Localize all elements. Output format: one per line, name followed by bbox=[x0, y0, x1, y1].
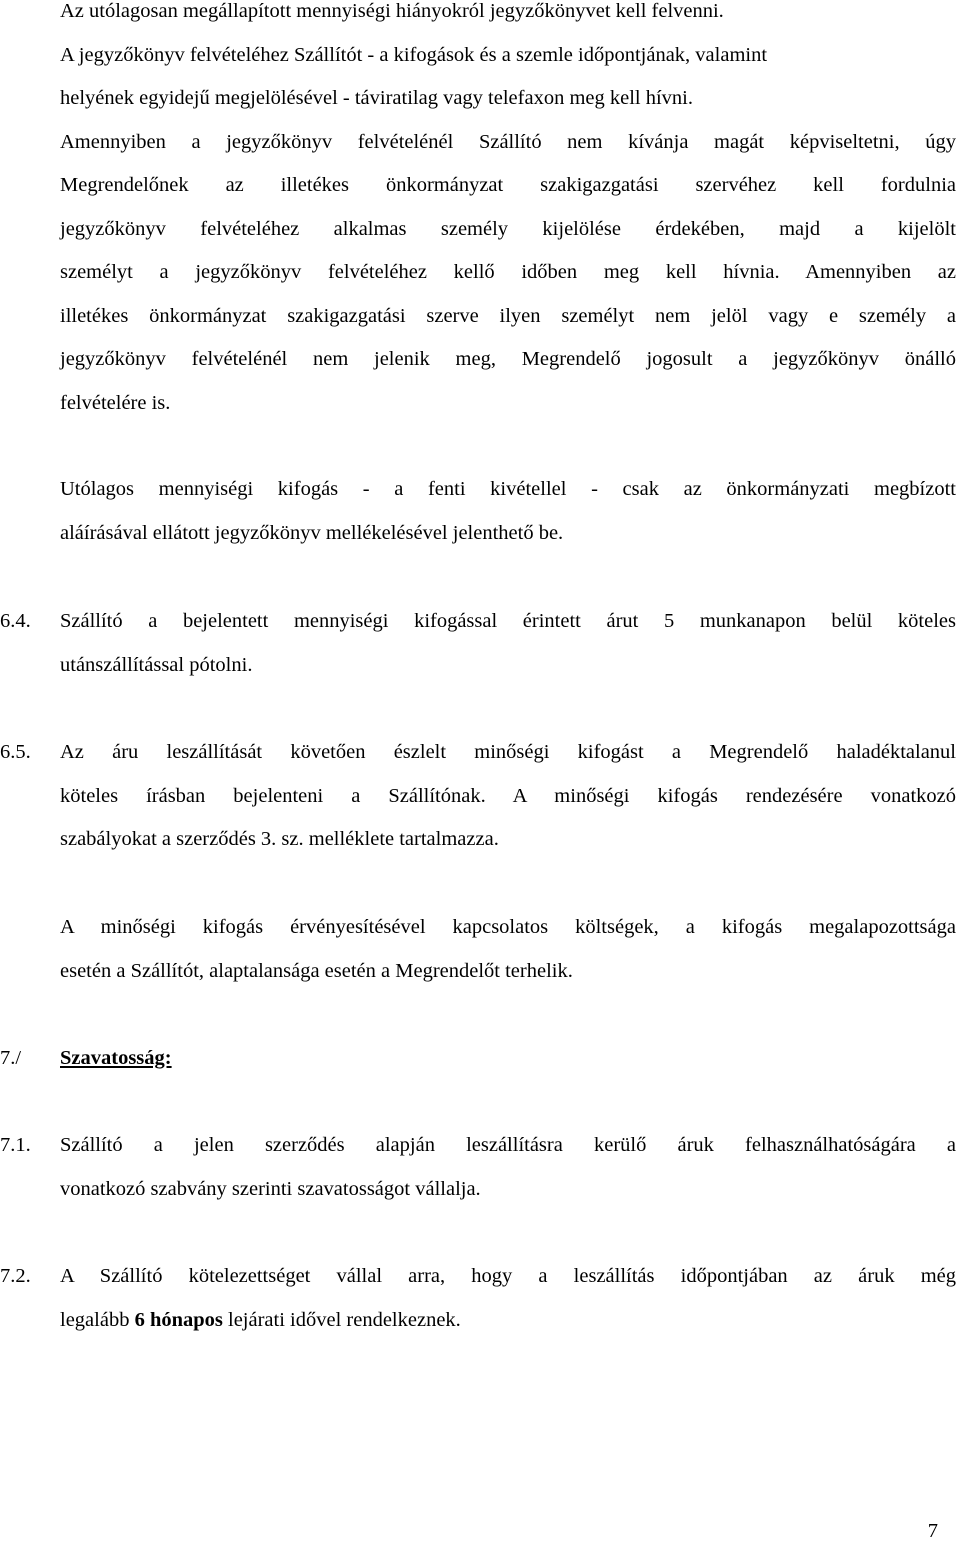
text-line: illetékes önkormányzat szakigazgatási szerve ilyen személyt nem jelöl vagy e személy a bbox=[60, 304, 956, 327]
text-span: lejárati idővel rendelkeznek. bbox=[222, 1308, 461, 1331]
text-line: jegyzőkönyv felvételéhez alkalmas személy kijelölése érdekében, majd a kijelölt bbox=[60, 217, 956, 240]
paragraph-koltsegek bbox=[60, 906, 956, 993]
text-line: utánszállítással pótolni. bbox=[60, 653, 253, 676]
paragraph-utolagos bbox=[60, 468, 956, 555]
section-number: 6.4. bbox=[0, 610, 31, 632]
text-line: Szállító a jelen szerződés alapján leszállításra kerülő áruk felhasználhatóságára a bbox=[60, 1134, 956, 1156]
section-number: 6.5. bbox=[0, 741, 31, 763]
text-line: köteles írásban bejelenteni a Szállítónak. A minőségi kifogás rendezésére vonatkozó bbox=[60, 784, 956, 807]
text-line: Az áru leszállítását követően észlelt minőségi kifogást a Megrendelő haladéktalanul bbox=[60, 741, 956, 763]
text-line: aláírásával ellátott jegyzőkönyv mellékelésével jelenthető be. bbox=[60, 521, 564, 544]
paragraph-jegyzokonyv bbox=[60, 0, 956, 425]
text-line: jegyzőkönyv felvételénél nem jelenik meg, Megrendelő jogosult a jegyzőkönyv önálló bbox=[60, 348, 956, 370]
text-line: Amennyiben a jegyzőkönyv felvételénél Szállító nem kívánja magát képviseltetni, úgy bbox=[60, 130, 956, 153]
text-line: vonatkozó szabvány szerinti szavatosságot vállalja. bbox=[60, 1177, 481, 1200]
text-line: esetén a Szállítót, alaptalansága esetén a Megrendelőt terhelik. bbox=[60, 959, 573, 982]
text-line: szabályokat a szerződés 3. sz. melléklete tartalmazza. bbox=[60, 828, 499, 850]
text-span: legalább bbox=[60, 1308, 135, 1331]
section-title: Szavatosság: bbox=[60, 1047, 172, 1069]
section-number: 7./ bbox=[0, 1047, 22, 1069]
text-line: A Szállító kötelezettséget vállal arra, hogy a leszállítás időpontjában az áruk még bbox=[60, 1265, 956, 1287]
section-7-heading bbox=[0, 1037, 956, 1081]
section-6-4 bbox=[0, 600, 956, 687]
text-line: helyének egyidejű megjelölésével - táviratilag vagy telefaxon meg kell hívni. bbox=[60, 87, 693, 109]
text-line: felvételére is. bbox=[60, 391, 171, 414]
text-line: Az utólagosan megállapított mennyiségi hiányokról jegyzőkönyvet kell felvenni. bbox=[60, 0, 724, 22]
text-line bbox=[60, 1299, 956, 1343]
page-number: 7 bbox=[927, 1520, 938, 1542]
text-line: Megrendelőnek az illetékes önkormányzat szakigazgatási szervéhez kell fordulnia bbox=[60, 174, 956, 196]
section-6-5 bbox=[0, 731, 956, 862]
text-line: A jegyzőkönyv felvételéhez Szállítót - a kifogások és a szemle időpontjának, valamint bbox=[60, 43, 768, 66]
text-line: Szállító a bejelentett mennyiségi kifogással érintett árut 5 munkanapon belül köteles bbox=[60, 610, 956, 632]
section-number: 7.2. bbox=[0, 1265, 31, 1287]
section-number: 7.1. bbox=[0, 1134, 31, 1156]
text-line: Utólagos mennyiségi kifogás - a fenti kivétellel - csak az önkormányzati megbízott bbox=[60, 478, 956, 500]
section-7-2 bbox=[0, 1255, 956, 1342]
text-line: személyt a jegyzőkönyv felvételéhez kellő időben meg kell hívnia. Amennyiben az bbox=[60, 261, 956, 283]
text-line: A minőségi kifogás érvényesítésével kapcsolatos költségek, a kifogás megalapozottsága bbox=[60, 916, 956, 938]
bold-text: 6 hónapos bbox=[134, 1308, 223, 1331]
section-7-1 bbox=[0, 1124, 956, 1211]
